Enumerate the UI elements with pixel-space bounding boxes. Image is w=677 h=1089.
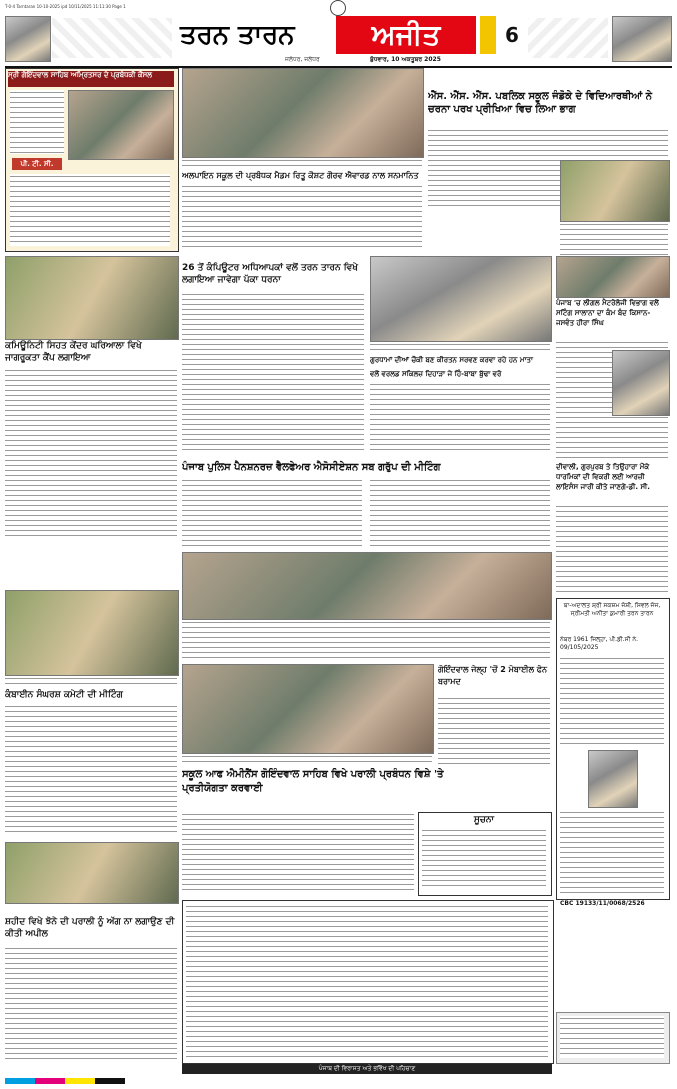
masthead-pattern — [52, 18, 172, 58]
court-notice-case: ਨੰਬਰ 1961 ਜਿਲ੍ਹਾ, ਪੀ.ਡੀ.ਸੀ ਨੰ. 09/105/2025 — [560, 636, 638, 651]
left-ad-photo — [68, 90, 174, 160]
masthead-left-photo — [5, 16, 51, 62]
camp-photo — [5, 256, 179, 340]
top-strip: T-0-4 Tarntaran 10-10-2025 ipd 10/11/2025 11:11:30 Page 1 — [5, 4, 126, 9]
masthead-brand: ਅਜੀਤ — [336, 16, 476, 54]
story-s6-headline: ਵਲੋਂ ਵਰਲਡ ਸਕਿਲਜ਼ ਦਿਹਾੜਾ ਜੇ ਹਿੰ-ਬਾਬਾ ਬੁੱਢਾ ਵਰੋ — [370, 370, 502, 378]
tender-body — [186, 904, 548, 1058]
award-group-photo — [182, 68, 424, 158]
masthead-date: ਬੁੱਧਵਾਰ, 10 ਅਕਤੂਬਰ 2025 — [370, 56, 441, 63]
story-s9-body — [556, 504, 668, 594]
school-photo-caption — [182, 754, 432, 764]
story-s10-body — [5, 704, 177, 836]
story-s3-headline: 26 ਤੋਂ ਕੰਪਿਊਟਰ ਅਧਿਆਪਕਾਂ ਵਲੋਂ ਤਰਨ ਤਾਰਨ ਵਿਖੇ ਲਗਾਇਆ ਜਾਵੇਗਾ ਪੱਕਾ ਧਰਨਾ — [182, 263, 358, 285]
color-registration-marks — [5, 1078, 125, 1084]
story-s7-headline: ਪੰਜਾਬ 'ਚ ਲੀਗਲ ਮੈਟਰੋਲੋਜੀ ਵਿਭਾਗ ਵਲੋਂ ਸਟਿੰਗ ਸਾਲਾਨਾ ਦਾ ਕੰਮ ਬੰਦ ਕਿਸਾਨ-ਜਸਵੰਤ ਹੀਰਾ ਸਿੰਘ — [556, 299, 659, 327]
left-ad-title: ਸ੍ਰੀ ਗੋਇੰਦਵਾਲ ਸਾਹਿਬ ਅਮ੍ਰਿਤਸਰ ਦੇ ਪ੍ਰਬੰਧਕੀ ਕੌਂਸਲ — [8, 71, 174, 87]
story-s10-headline: ਕੰਬਾਈਨ ਸੰਘਰਸ਼ ਕਮੇਟੀ ਦੀ ਮੀਟਿੰਗ — [5, 690, 123, 700]
story-s8-body — [182, 478, 362, 550]
story-s2-headline: ਅਲਪਾਇਨ ਸਕੂਲ ਦੀ ਪ੍ਰਬੰਧਕ ਮੈਡਮ ਰਿਤੂ ਕੌਸ਼ਟ ਗੌਰਵ ਐਵਾਰਡ ਨਾਲ ਸਨਮਾਨਿਤ — [182, 171, 419, 180]
story-s1-headline: ਐੱਸ. ਐੱਸ. ਐੱਸ. ਪਬਲਿਕ ਸਕੂਲ ਜੰਡੋਕੇ ਦੇ ਵਿਦਿਆਰਥੀਆਂ ਨੇ ਚਰਨਾ ਪਰਖ ਪ੍ਰੀਖਿਆ ਵਿਚ ਲਿਆ ਭਾਗ — [428, 91, 653, 115]
story-s1-photo — [560, 160, 670, 222]
story-s11-headline: ਗੋਇੰਦਵਾਲ ਜੇਲ੍ਹ 'ਚੋਂ 2 ਮੋਬਾਈਲ ਫੋਨ ਬਰਾਮਦ — [438, 665, 547, 686]
page-number: 6 — [505, 23, 519, 47]
court-notice-office: ਬਾ-ਅਦਾਲਤ ਸ਼੍ਰੀ ਸਕਸ਼ਮ ਜੋਸ਼ੀ, ਸਿਵਲ ਜੱਜ, ਸ੍ਰੀਮਤੀ ਅਨੀਤਾ ਕੁਮਾਰੀ ਤਰਨ ਤਾਰਨ — [563, 602, 661, 617]
story-s1-caption — [560, 222, 668, 256]
notice-footer: CBC 19133/11/0068/2526 — [560, 900, 645, 907]
story-s9-headline: ਦੀਵਾਲੀ, ਗੁਰਪੁਰਬ ਤੇ ਤਿਉਹਾਰਾ ਮੌਕੇ ਧਾਰਮਿਕਾਂ ਦੀ ਵਿਕਰੀ ਲਈ ਆਰਜ਼ੀ ਲਾਇਸੰਸ ਜਾਰੀ ਕੀਤੇ ਜਾਣਗੇ-ਡੀ. ਸੀ. — [556, 463, 650, 491]
story-s5-headline: ਗੁਰਧਾਮਾਂ ਦੀਆਂ ਚੌਕੀ ਬਣ ਕੀਰਤਨ ਸਰਵਣ ਕਰਵਾ ਰਹੇ ਹਨ ਮਾਤਾ — [370, 356, 533, 364]
suchna-body — [422, 828, 546, 890]
farmers-meeting-photo — [5, 590, 179, 676]
story-s11-body — [438, 696, 550, 766]
story-s8-body-3 — [182, 620, 550, 660]
pensioners-photo — [182, 552, 552, 620]
left-ad-badge: ਪੀ. ਟੀ. ਸੀ. — [12, 158, 62, 170]
religious-photo — [370, 256, 552, 342]
paddy-straw-photo — [5, 842, 179, 904]
story-s3-body — [182, 292, 364, 452]
left-ad-details — [10, 174, 170, 246]
suchna-title: ਸੂਚਨਾ — [473, 815, 495, 825]
masthead-tagline: ਜਲੰਧਰ, ਜਲੰਧਰ — [285, 56, 320, 63]
school-eminence-photo — [182, 664, 434, 754]
masthead-right-pattern — [528, 18, 608, 58]
masthead-right-photo — [612, 16, 672, 62]
religious-photo-caption — [370, 342, 550, 352]
left-ad-text — [10, 90, 64, 154]
masthead-title: ਤਰਨ ਤਾਰਨ — [180, 20, 295, 50]
court-notice-body — [560, 656, 664, 746]
story-s12-headline: ਸਕੂਲ ਆਫ ਐਮੀਨੈਂਸ ਗੋਇੰਦਵਾਲ ਸਾਹਿਬ ਵਿਖੇ ਪਰਾਲੀ ਪ੍ਰਬੰਧਨ ਵਿਸ਼ੇ 'ਤੇ ਪ੍ਰਤੀਯੋਗਤਾ ਕਰਵਾਈ — [182, 769, 444, 794]
story-s6-body — [370, 382, 550, 454]
court-notice-body-2 — [560, 810, 664, 894]
metrology-photo — [556, 256, 670, 298]
story-s8-headline: ਪੰਜਾਬ ਪੁਲਿਸ ਪੈਨਸ਼ਨਰਜ਼ ਵੈਲਫੇਅਰ ਐਸੋਸੀਏਸ਼ਨ ਸਬ ਗਰੁੱਪ ਦੀ ਮੀਟਿੰਗ — [182, 462, 441, 473]
story-s2-body — [182, 184, 422, 250]
portrait-photo — [612, 350, 670, 416]
farmers-photo-caption — [5, 676, 177, 684]
story-s13-headline: ਸ਼ਹੀਦ ਵਿਖੇ ਝੋਨੇ ਦੀ ਪਰਾਲੀ ਨੂੰ ਅੱਗ ਨਾ ਲਗਾਉਣ ਦੀ ਕੀਤੀ ਅਪੀਲ — [5, 917, 175, 939]
story-s8-body-2 — [370, 478, 550, 550]
bottom-bar: ਪੰਜਾਬ ਦੀ ਵਿਰਾਸਤ ਅਤੇ ਭਵਿੱਖ ਦੀ ਪਹਿਚਾਣ — [182, 1064, 552, 1074]
story-s13-body — [5, 946, 177, 1062]
story-s4-body — [5, 368, 177, 538]
story-s12-body — [182, 812, 414, 894]
award-photo-caption — [182, 158, 422, 168]
masthead-yellow-bar — [480, 16, 496, 54]
imprint-text — [560, 1016, 664, 1058]
story-s4-headline: ਕਮਿਊਨਿਟੀ ਸਿਹਤ ਕੇਂਦਰ ਘਰਿਆਲਾ ਵਿਖੇ ਜਾਗਰੂਕਤਾ ਕੈਂਪ ਲਗਾਇਆ — [5, 341, 142, 363]
court-notice-photo — [588, 750, 638, 808]
